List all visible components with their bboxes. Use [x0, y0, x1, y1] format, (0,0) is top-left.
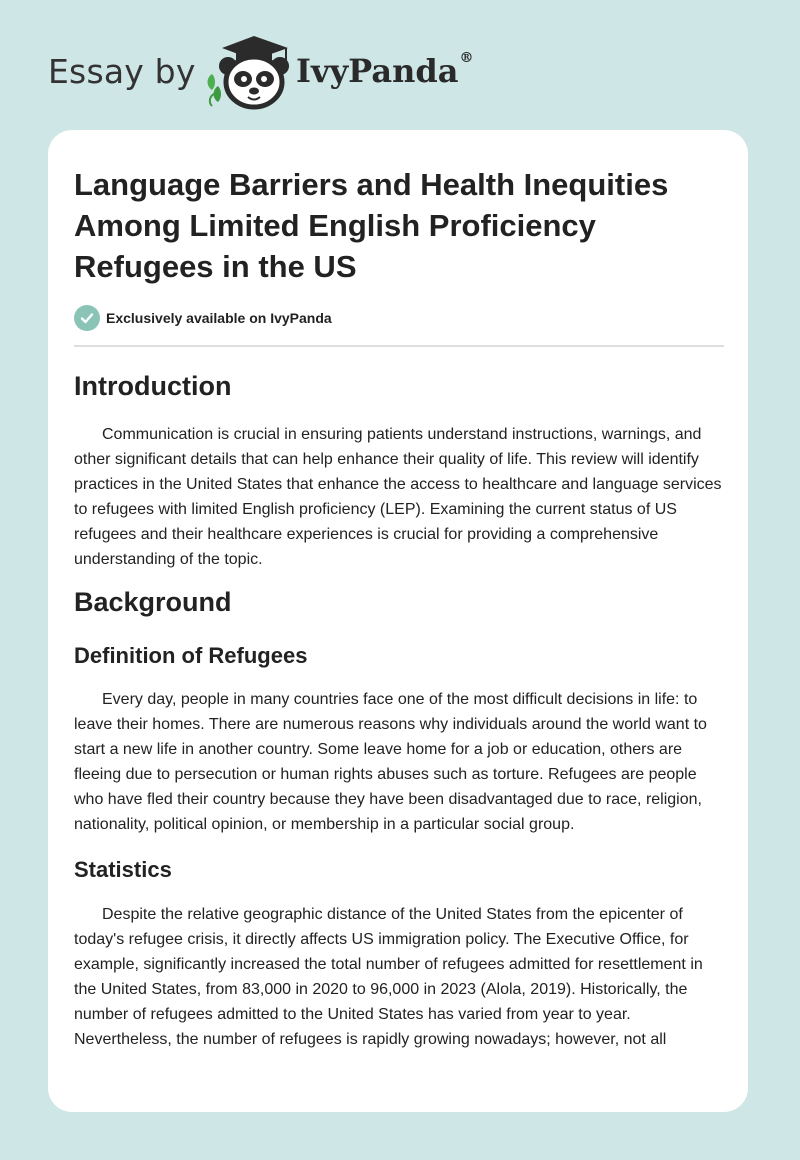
introduction-heading: Introduction: [74, 371, 232, 401]
site-header: [48, 34, 508, 110]
essay-content: [74, 164, 724, 1052]
essay-title: Language Barriers and Health Inequities Among Limited English Proficiency Refugees in the US: [74, 167, 669, 284]
exclusive-badge: [74, 303, 724, 333]
exclusive-badge-text: Exclusively available on IvyPanda: [106, 310, 332, 326]
ivy-leaf-icon: [208, 74, 216, 90]
essay-by-label: Essay by: [48, 52, 196, 91]
introduction-paragraph: Communication is crucial in ensuring patients understand instructions, warnings, and other significant details that can help enhance their quality of life. This review will identify practices in the United States that enhance the access to healthcare and language services to refugees with limited English proficiency (LEP). Examining the current status of US refugees and their healthcare experiences is crucial for providing a comprehensive understanding of the topic.: [74, 426, 722, 568]
definition-heading: Definition of Refugees: [74, 643, 308, 668]
definition-paragraph: Every day, people in many countries face one of the most difficult decisions in life: to leave their homes. There are numerous reasons why individuals around the world want to start a new life in another country. Some leave home for a job or education, others are fleeing due to persecution or human rights abuses such as torture. Refugees are people who have fled their country because they have been disadvantaged due to race, religion, nationality, political opinion, or membership in a particular social group.: [74, 691, 707, 833]
panda-graduate-icon[interactable]: [202, 34, 292, 110]
brand-name[interactable]: [296, 52, 473, 90]
statistics-paragraph: Despite the relative geographic distance of the United States from the epicenter of today's refugee crisis, it directly affects US immigration policy. The Executive Office, for example, significantly increased the total number of refugees admitted for resettlement in the United States, from 83,000 in 2020 to 96,000 in 2023 (Alola, 2019). Historically, the number of refugees admitted to the United States has varied from year to year. Nevertheless, the number of refugees is rapidly growing nowadays; however, not all: [74, 906, 703, 1048]
essay-card: [48, 130, 748, 1112]
title-divider: [74, 345, 724, 347]
background-heading: Background: [74, 587, 232, 617]
registered-mark: ®: [459, 50, 474, 66]
brand-name-text: IvyPanda: [296, 52, 459, 90]
check-circle-icon: [74, 305, 100, 331]
statistics-heading: Statistics: [74, 857, 172, 882]
